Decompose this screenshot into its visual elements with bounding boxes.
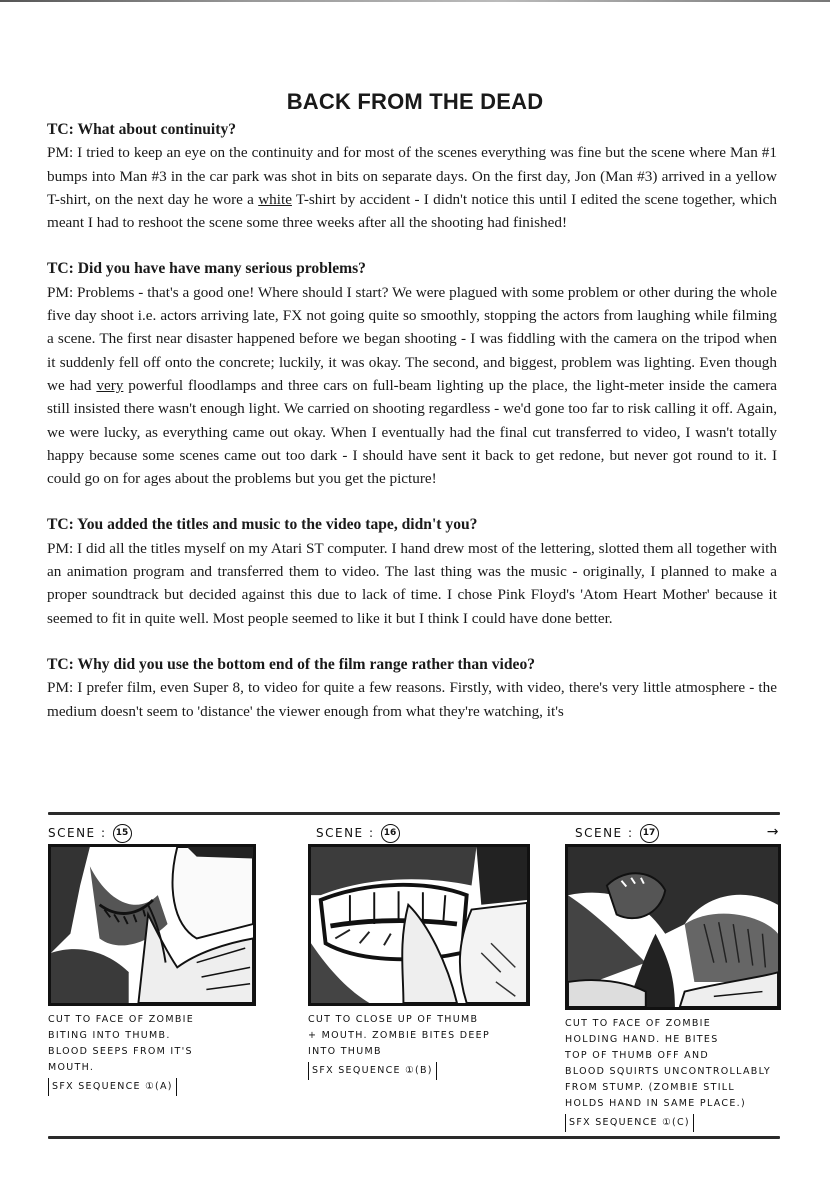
scene-number-badge: 17 (640, 824, 659, 843)
arrow-right-icon: → (766, 824, 780, 840)
caption-line: BITING INTO THUMB. (48, 1030, 171, 1041)
caption-line: HOLDING HAND. HE BITES (565, 1034, 719, 1045)
qa-titles-music (47, 513, 777, 629)
caption-line: MOUTH. (48, 1062, 95, 1073)
close-up-mouth-thumb-sketch (308, 844, 530, 1006)
zombie-holding-hand-sketch (565, 844, 781, 1010)
caption-line: BLOOD SQUIRTS UNCONTROLLABLY (565, 1066, 771, 1077)
answer-emphasis: very (96, 376, 124, 394)
answer: PM: I prefer film, even Super 8, to video for quite a few reasons. Firstly, with video, there's very little atmosphere - the medium doesn't seem to 'distance' the viewer enough from what they're watching, it's (47, 679, 777, 720)
qa-film-vs-video (47, 653, 777, 723)
storyboard-panel-15 (48, 822, 288, 1096)
scene-header (308, 822, 548, 844)
sketch-illustration (51, 847, 253, 1003)
scene-header (565, 822, 780, 844)
storyboard-panel-16 (308, 822, 548, 1080)
scene-label: SCENE : (316, 826, 375, 840)
answer-text: powerful floodlamps and three cars on full-beam lighting up the place, the light-meter inside the camera still insisted there wasn't enough light. We carried on shooting regardless - we'd gone too far to risk calling it off. Again, we were lucky, as everything came out okay. When I eventually had the final cut transferred to video, I wasn't totally happy because some scenes came out too dark - I should have sent it back to get redone, but never got round to it. I could go on for ages about the problems but you get the picture! (47, 376, 777, 488)
answer-text: PM: Problems - that's a good one! Where should I start? We were plagued with some problem or other during the whole five day shoot i.e. actors arriving late, FX not going quite so smoothly, stopping the actors from laughing while filming a scene. The first near disaster happened before we began shooting - I was fiddling with the camera on the tripod when it suddenly fell off onto the concrete; luckily, it was okay. The second, and biggest, problem was lighting. Even though we had (47, 283, 777, 394)
scene-caption (48, 1012, 288, 1096)
caption-line: + MOUTH. ZOMBIE BITES DEEP (308, 1030, 490, 1041)
question: TC: You added the titles and music to the video tape, didn't you? (47, 516, 478, 534)
scene-caption (308, 1012, 548, 1080)
caption-line: HOLDS HAND IN SAME PLACE.) (565, 1098, 746, 1109)
sfx-sequence-note: SFX SEQUENCE ①(B) (308, 1062, 437, 1080)
sfx-sequence-note: SFX SEQUENCE ①(A) (48, 1078, 177, 1096)
sketch-illustration (568, 847, 778, 1007)
scan-top-edge (0, 0, 830, 2)
question: TC: What about continuity? (47, 121, 237, 138)
scene-label: SCENE : (575, 826, 634, 840)
zombie-biting-thumb-sketch (48, 844, 256, 1006)
caption-line: CUT TO FACE OF ZOMBIE (48, 1014, 195, 1025)
answer-emphasis: white (258, 190, 292, 208)
storyboard-top-rule (48, 812, 780, 815)
answer (47, 281, 777, 491)
answer-text: T-shirt by accident - I didn't notice this until I edited the scene together, which meant I had to reshoot the scene some three weeks after all the shooting had finished! (47, 190, 777, 232)
storyboard-panel-17 (565, 822, 780, 1132)
answer-text: PM: I tried to keep an eye on the continuity and for most of the scenes everything was fine but the scene where Man #1 bumps into Man #3 in the car park was shot in bits on separate days. On the first day, Jon (Man #3) arrived in a yellow T-shirt, on the next day he wore a (47, 144, 777, 208)
answer (47, 141, 777, 234)
scene-number-badge: 15 (113, 824, 132, 843)
caption-line: BLOOD SEEPS FROM IT'S (48, 1046, 193, 1057)
caption-line: FROM STUMP. (ZOMBIE STILL (565, 1082, 735, 1093)
caption-line: CUT TO CLOSE UP OF THUMB (308, 1014, 479, 1025)
caption-line: INTO THUMB (308, 1046, 382, 1057)
scene-label: SCENE : (48, 826, 107, 840)
caption-line: CUT TO FACE OF ZOMBIE (565, 1018, 712, 1029)
qa-problems (47, 257, 777, 490)
scene-number-badge: 16 (381, 824, 400, 843)
caption-line: TOP OF THUMB OFF AND (565, 1050, 709, 1061)
interview-article (47, 118, 777, 746)
page-title: BACK FROM THE DEAD (286, 88, 544, 114)
storyboard-bottom-rule (48, 1136, 780, 1139)
answer: PM: I did all the titles myself on my Atari ST computer. I hand drew most of the lettering, slotted them all together with an animation program and transferred them to video. The last thing was the music - originally, I planned to make a proper soundtrack but decided against this due to lack of time. I chose Pink Floyd's 'Atom Heart Mother' because it seemed to fit in quite well. Most people seemed to like it but I think I could have done better. (47, 539, 777, 627)
question: TC: Why did you use the bottom end of the film range rather than video? (47, 655, 536, 673)
question: TC: Did you have have many serious problems? (47, 260, 366, 278)
scene-caption (565, 1016, 780, 1132)
sfx-sequence-note: SFX SEQUENCE ①(C) (565, 1114, 694, 1132)
scene-header (48, 822, 288, 844)
sketch-illustration (311, 847, 527, 1003)
qa-continuity (47, 118, 777, 234)
